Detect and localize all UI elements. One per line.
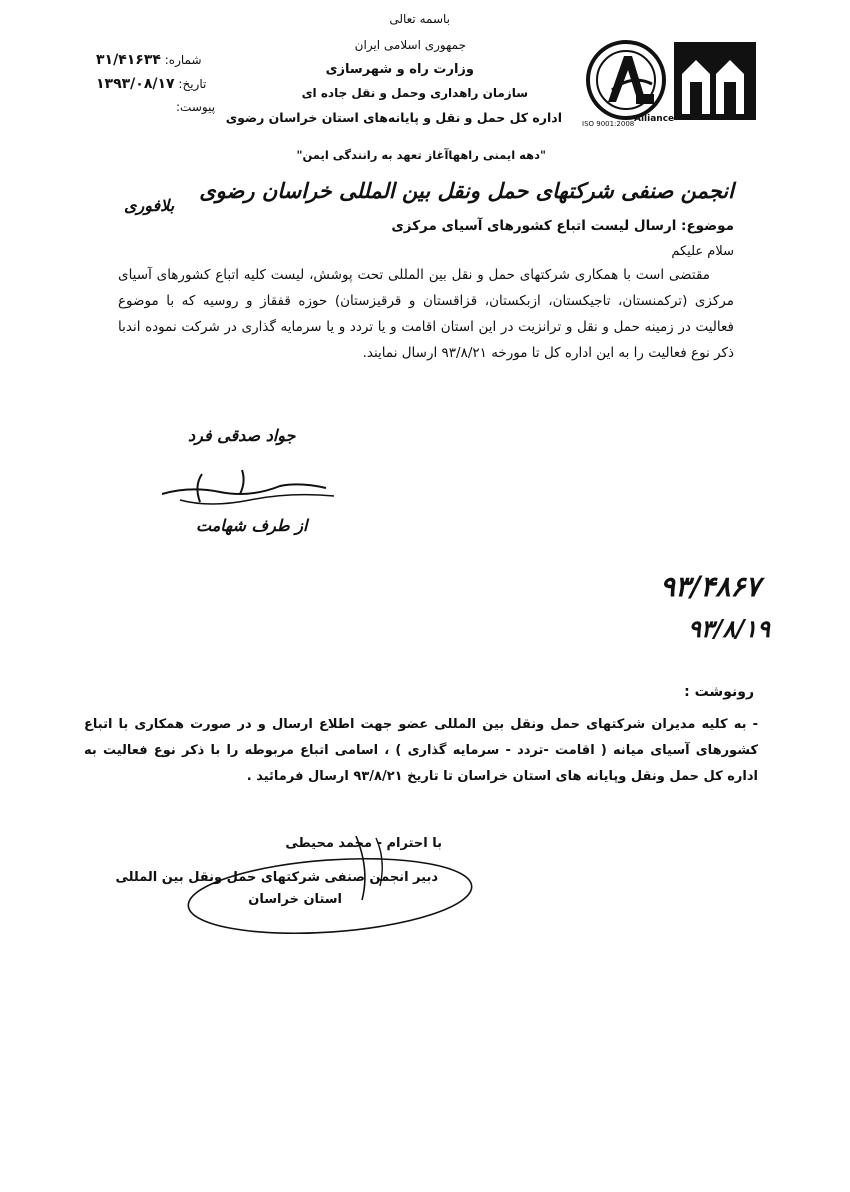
closing-signature-loop (180, 830, 500, 940)
country-line: جمهوری اسلامی ایران (354, 38, 466, 52)
signature-line2: از طرف شهامت (196, 516, 308, 535)
date-label: تاریخ: (178, 77, 207, 91)
subject-line: موضوع: ارسال لیست اتباع کشورهای آسیای مرکزی (391, 218, 734, 234)
letter-body: مقتضی است با همکاری شرکتهای حمل و نقل بین المللی تحت پوشش، لیست کلیه اتباع کشورهای آسیای مرکزی (ترکمنستان، تاجیکستان، ازبکستان، قزاقستان و قرقیزستان) حوزه قفقاز و روسیه که با موضوع فعالیت در زمینه حمل و نقل و ترانزیت در این استان اقامت و یا تردد و یا سرمایه گذاری در شرکت نموده اندبا ذکر نوع فعالیت را به این اداره کل تا مورخه ۹۳/۸/۲۱ ارسال نمایند. (118, 267, 734, 361)
letter-number (96, 52, 202, 68)
number-label: شماره: (164, 53, 202, 67)
letter-attachment: پیوست: (176, 100, 216, 114)
endorsement-title: رونوشت : (684, 684, 754, 700)
ministry-line: وزارت راه و شهرسازی (325, 62, 474, 77)
registration-number: ۹۳/۴۸۶۷ (660, 570, 761, 603)
endorsement-position: دبیر انجمن صنفی شرکتهای حمل ونقل بین المللی (115, 870, 438, 885)
registration-date: ۹۳/۸/۱۹ (688, 614, 770, 643)
urgency-note: بلافوری (124, 196, 175, 215)
letter-date (96, 76, 206, 92)
logo-text: Alliance (634, 114, 675, 124)
endorsement-province: استان خراسان (248, 892, 342, 907)
endorsement-closing: با احترام - محمد محیطی (285, 836, 442, 851)
logo-badge: ISO 9001:2008 (582, 120, 635, 128)
greeting: سلام علیکم (671, 244, 734, 259)
ministry-logo (582, 36, 762, 132)
endorsement-body: - به کلیه مدیران شرکتهای حمل ونقل بین المللی عضو جهت اطلاع ارسال و در صورت همکاری با اتباع کشورهای آسیای میانه ( اقامت -تردد - سرمایه گذاری ) ، اسامی اتباع مربوطه را با ذکر نوع فعالیت به اداره کل حمل ونقل وپایانه های استان خراسان تا تاریخ ۹۳/۸/۲۱ ارسال فرمائید . (84, 717, 758, 784)
basmala: باسمه تعالی (389, 12, 450, 26)
slogan: "دهه ایمنی راههاآغاز تعهد به رانندگی ایمن" (296, 148, 546, 162)
signature-name: جواد صدقی فرد (188, 426, 296, 445)
number-value: ۳۱/۴۱۶۳۴ (96, 52, 161, 68)
date-value: ۱۳۹۳/۰۸/۱۷ (96, 76, 175, 92)
recipient: انجمن صنفی شرکتهای حمل ونقل بین المللی خراسان رضوی (199, 178, 734, 203)
signature-scribble (150, 456, 350, 520)
directorate-line: اداره کل حمل و نقل و پایانه‌های استان خراسان رضوی (225, 110, 562, 125)
organization-line: سازمان راهداری وحمل و نقل جاده ای (301, 86, 528, 100)
